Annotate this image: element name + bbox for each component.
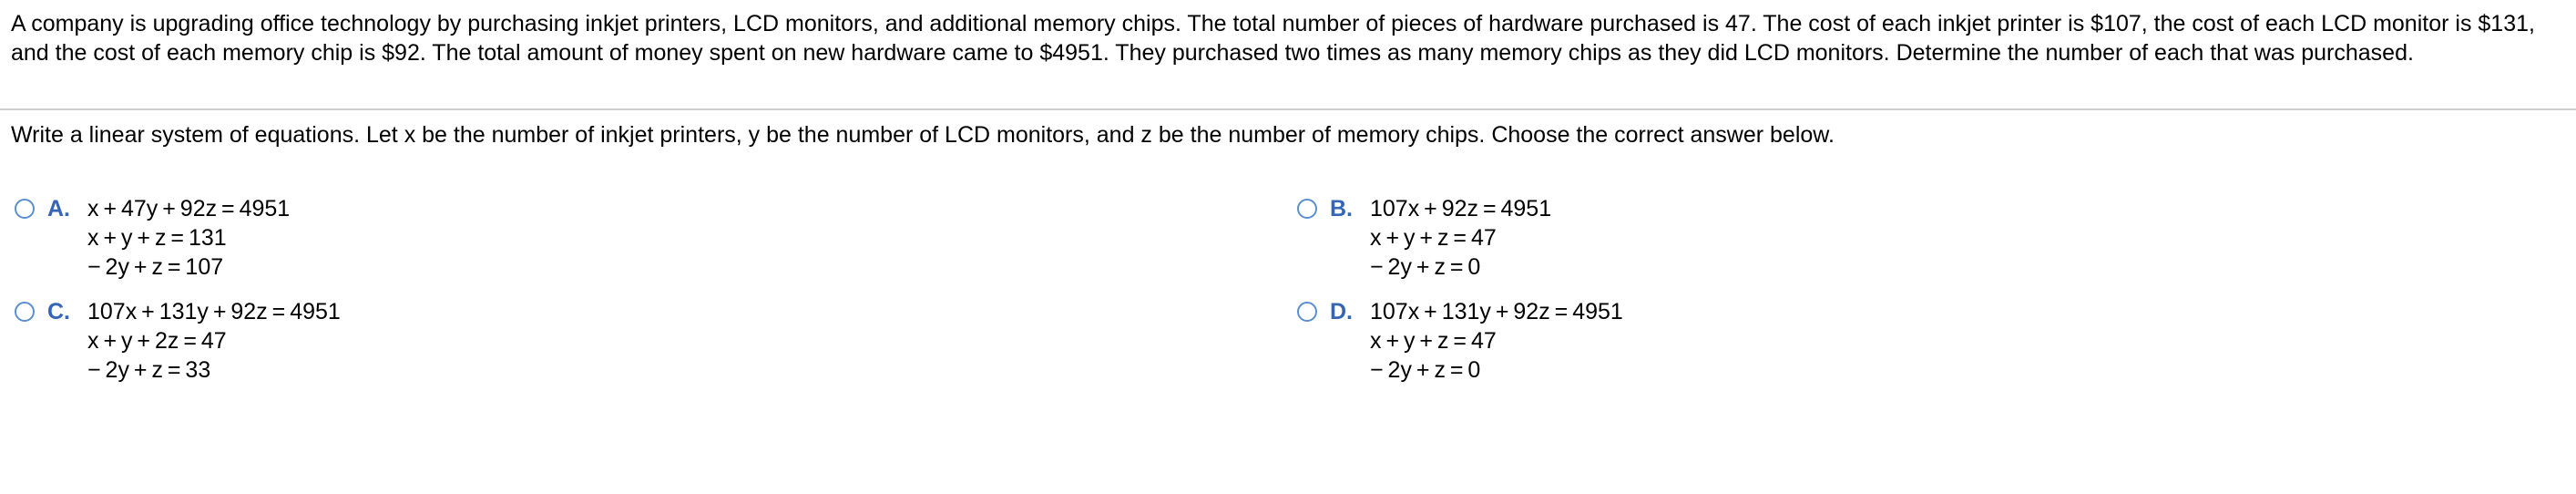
equation: 107x + 131y + 92z = 4951 [87,299,341,324]
choice-b-equations [1370,194,1551,282]
divider [0,108,2576,110]
equation: − 2y + z = 107 [87,254,224,280]
choice-d-equations [1370,297,1623,385]
equation: x + y + 2z = 47 [87,328,227,354]
choice-d-letter: D. [1330,299,1353,324]
choice-c-radio[interactable] [15,302,35,322]
choice-b-letter: B. [1330,196,1353,221]
choice-a-radio[interactable] [15,199,35,219]
choice-a-letter: A. [47,196,70,221]
equation: x + y + z = 131 [87,225,227,251]
equation: 107x + 131y + 92z = 4951 [1370,299,1623,324]
choice-d-radio[interactable] [1297,302,1317,322]
problem-statement: A company is upgrading office technology by purchasing inkjet printers, LCD monitors, and additional memory chips. The total number of pieces of hardware purchased is 47. The cost of each inkjet printer is $107, the cost of each LCD monitor is $131, and the cost of each memory chip is $92. The total amount of money spent on new hardware came to $4951. They purchased two times as many memory chips as they did LCD monitors. Determine the number of each that was purchased. [11,11,2535,66]
choice-c[interactable] [15,297,341,385]
choice-d[interactable] [1297,297,1623,385]
choice-c-equations [87,297,341,385]
equation: − 2y + z = 0 [1370,254,1481,280]
equation: − 2y + z = 0 [1370,357,1481,383]
choice-b-radio[interactable] [1297,199,1317,219]
equation: − 2y + z = 33 [87,357,211,383]
equation: x + y + z = 47 [1370,328,1497,354]
choice-a[interactable] [15,194,290,282]
choice-c-letter: C. [47,299,70,324]
question-instruction: Write a linear system of equations. Let x be the number of inkjet printers, y be the number of LCD monitors, and z be the number of memory chips. Choose the correct answer below. [11,122,1835,148]
choice-a-equations [87,194,290,282]
choice-b[interactable] [1297,194,1551,282]
equation: x + 47y + 92z = 4951 [87,196,291,221]
equation: 107x + 92z = 4951 [1370,196,1552,221]
equation: x + y + z = 47 [1370,225,1497,251]
